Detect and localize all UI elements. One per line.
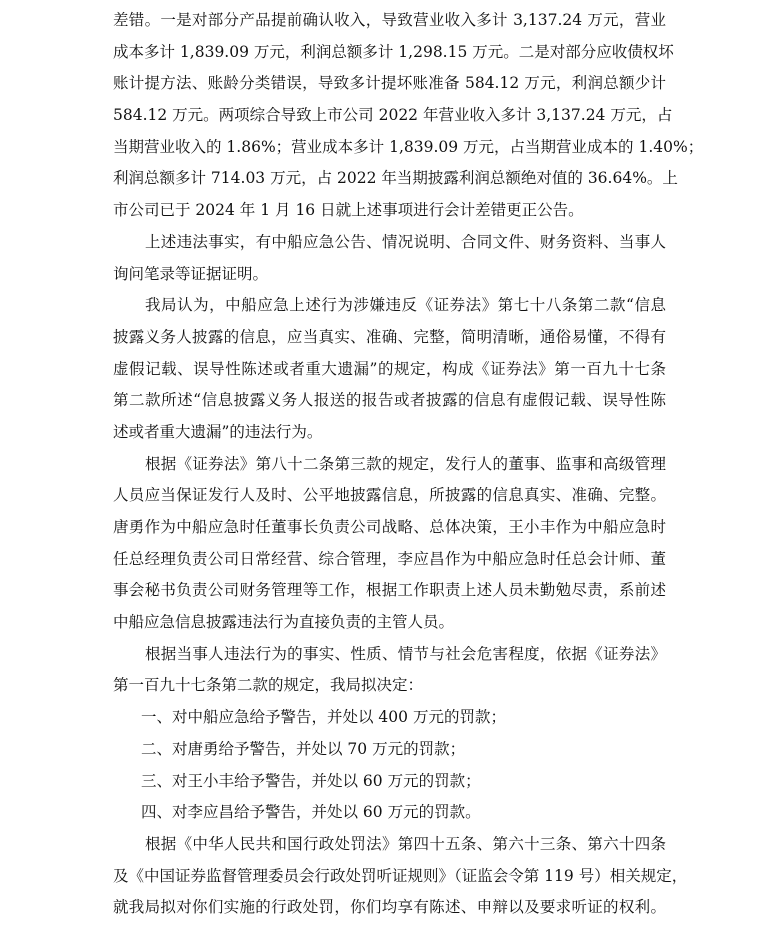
text-line: 根据《证券法》第八十二条第三款的规定，发行人的董事、监事和高级管理 (145, 454, 666, 473)
paragraph-evidence (113, 227, 666, 290)
penalty-list (113, 702, 666, 829)
text-line: 584.12 万元。两项综合导致上市公司 2022 年营业收入多计 3,137.24 万元，占 (113, 106, 673, 125)
penalty-item: 二、对唐勇给予警告，并处以 70 万元的罚款； (141, 739, 466, 758)
text-line: 第二款所述“信息披露义务人报送的报告或者披露的信息有虚假记载、误导性陈 (113, 391, 666, 410)
paragraph-responsible-persons (113, 449, 666, 639)
text-line: 市公司已于 2024 年 1 月 16 日就上述事项进行会计差错更正公告。 (113, 201, 584, 220)
text-line: 述或者重大遗漏”的违法行为。 (113, 422, 323, 441)
text-line: 虚假记载、误导性陈述或者重大遗漏”的规定，构成《证券法》第一百九十七条 (113, 359, 666, 378)
text-line: 第一百九十七条第二款的规定，我局拟决定： (113, 676, 424, 695)
penalty-item: 一、对中船应急给予警告，并处以 400 万元的罚款； (141, 708, 506, 727)
penalty-item: 四、对李应昌给予警告，并处以 60 万元的罚款。 (141, 803, 481, 822)
text-line: 中船应急信息披露违法行为直接负责的主管人员。 (113, 613, 455, 632)
document-page (113, 5, 704, 924)
paragraph-legal-finding (113, 290, 666, 448)
text-line: 当期营业收入的 1.86%；营业成本多计 1,839.09 万元，占当期营业成本的 1.40%； (113, 137, 704, 156)
text-line: 事会秘书负责公司财务管理等工作，根据工作职责上述人员未勤勉尽责，系前述 (113, 581, 666, 600)
paragraph-hearing-rights (113, 829, 688, 924)
text-line: 询问笔录等证据证明。 (113, 264, 269, 283)
text-line: 就我局拟对你们实施的行政处罚，你们均享有陈述、申辩以及要求听证的权利。 (113, 898, 666, 917)
text-line: 差错。一是对部分产品提前确认收入，导致营业收入多计 3,137.24 万元，营业 (113, 11, 666, 29)
text-line: 根据《中华人民共和国行政处罚法》第四十五条、第六十三条、第六十四条 (145, 834, 666, 853)
paragraph-error-details (113, 5, 704, 227)
penalty-item: 三、对王小丰给予警告，并处以 60 万元的罚款； (141, 771, 481, 790)
text-line: 及《中国证券监督管理委员会行政处罚听证规则》（证监会令第 119 号）相关规定， (113, 866, 688, 885)
text-line: 我局认为，中船应急上述行为涉嫌违反《证券法》第七十八条第二款“信息 (145, 296, 666, 315)
text-line: 根据当事人违法行为的事实、性质、情节与社会危害程度，依据《证券法》 (145, 644, 666, 663)
text-line: 人员应当保证发行人及时、公平地披露信息，所披露的信息真实、准确、完整。 (113, 486, 666, 505)
text-line: 任总经理负责公司日常经营、综合管理，李应昌作为中船应急时任总会计师、董 (113, 549, 666, 568)
text-line: 披露义务人披露的信息，应当真实、准确、完整，简明清晰，通俗易懂，不得有 (113, 327, 666, 346)
text-line: 成本多计 1,839.09 万元，利润总额多计 1,298.15 万元。二是对部分应收债权坏 (113, 42, 674, 61)
text-line: 账计提方法、账龄分类错误，导致多计提坏账准备 584.12 万元，利润总额少计 (113, 74, 666, 93)
text-line: 唐勇作为中船应急时任董事长负责公司战略、总体决策，王小丰作为中船应急时 (113, 518, 666, 536)
text-line: 上述违法事实，有中船应急公告、情况说明、合同文件、财务资料、当事人 (145, 232, 666, 251)
paragraph-decision-basis (113, 639, 666, 702)
text-line: 利润总额多计 714.03 万元，占 2022 年当期披露利润总额绝对值的 36.64%。上 (113, 169, 678, 188)
